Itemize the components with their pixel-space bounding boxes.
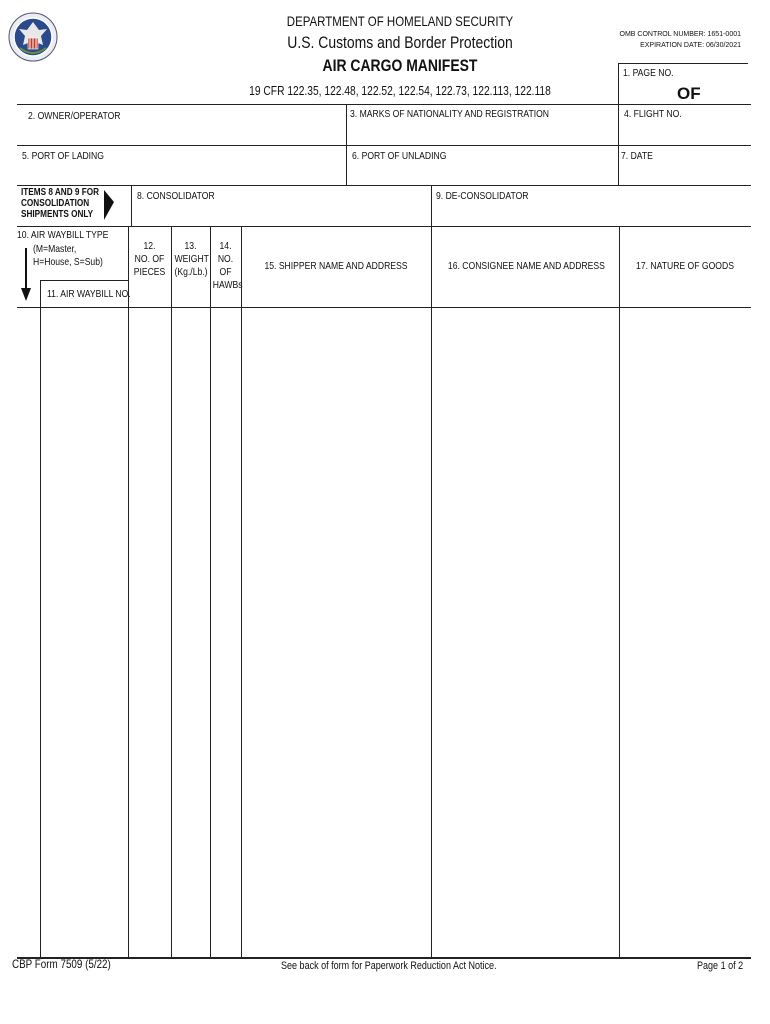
shipper-header: 15. SHIPPER NAME AND ADDRESS <box>264 260 408 272</box>
paperwork-notice: See back of form for Paperwork Reduction Act Notice. <box>281 960 497 972</box>
consignee-header: 16. CONSIGNEE NAME AND ADDRESS <box>447 260 605 272</box>
pieces-header <box>132 240 167 279</box>
page-no-label: 1. PAGE NO. <box>623 67 674 79</box>
date-label: 7. DATE <box>621 150 653 162</box>
form-title: AIR CARGO MANIFEST <box>322 56 478 75</box>
hawbs-header <box>212 240 243 292</box>
page-indicator: Page 1 of 2 <box>697 960 744 972</box>
pieces-number: 12. <box>143 240 156 252</box>
rule-column-header-bottom <box>17 307 751 308</box>
expiration-date: EXPIRATION DATE: 06/30/2021 <box>640 42 741 49</box>
divider-col-14-left <box>210 226 211 958</box>
agency-title: U.S. Customs and Border Protection <box>287 33 513 52</box>
form-id: CBP Form 7509 (5/22) <box>12 957 111 971</box>
hawbs-line1: NO. OF <box>217 253 234 278</box>
pieces-line1: NO. OF <box>134 253 165 265</box>
weight-line2: (Kg./Lb.) <box>174 266 208 278</box>
hawbs-line2: HAWBs <box>212 279 243 291</box>
consolidation-note: ITEMS 8 AND 9 FOR CONSOLIDATION SHIPMENTS ONLY <box>21 187 100 220</box>
divider-col-15-left <box>241 226 242 958</box>
rule-row-owner-top <box>17 104 751 105</box>
rule-row-port-top <box>17 145 751 146</box>
department-title: DEPARTMENT OF HOMELAND SECURITY <box>286 13 514 29</box>
rule-row-consolidation-top <box>17 185 751 186</box>
page-of-label: OF <box>677 84 701 103</box>
weight-line1: WEIGHT <box>174 253 209 265</box>
port-unlading-label: 6. PORT OF UNLADING <box>352 150 447 162</box>
divider-deconsolidator-left <box>431 185 432 958</box>
marks-nationality-label: 3. MARKS OF NATIONALITY AND REGISTRATION <box>350 108 550 120</box>
flight-no-label: 4. FLIGHT NO. <box>624 108 682 120</box>
pieces-line2: PIECES <box>133 266 166 278</box>
rule-waybill-no-top <box>40 280 128 281</box>
divider-owner-marks <box>346 104 347 185</box>
hawbs-number: 14. <box>219 240 232 252</box>
port-lading-label: 5. PORT OF LADING <box>22 150 104 162</box>
divider-consolidator-left <box>131 185 132 226</box>
waybill-type-title: 10. AIR WAYBILL TYPE <box>17 229 109 241</box>
divider-col-17-left <box>619 226 620 958</box>
divider-col-13-left <box>171 226 172 958</box>
owner-operator-label: 2. OWNER/OPERATOR <box>28 110 121 122</box>
page-box-left-rule <box>618 63 619 104</box>
weight-header <box>175 240 207 279</box>
waybill-type-description: (M=Master, H=House, S=Sub) <box>33 243 103 268</box>
consolidator-label: 8. CONSOLIDATOR <box>137 190 215 202</box>
nature-goods-header: 17. NATURE OF GOODS <box>636 260 734 272</box>
weight-number: 13. <box>184 240 197 252</box>
page-box-top-rule <box>618 63 748 64</box>
divider-marks-flight <box>618 104 619 185</box>
consolidation-arrow-icon <box>102 188 116 222</box>
omb-control-number: OMB CONTROL NUMBER: 1651-0001 <box>619 31 741 38</box>
deconsolidator-label: 9. DE-CONSOLIDATOR <box>436 190 529 202</box>
divider-col-12-left <box>128 226 129 958</box>
waybill-no-label: 11. AIR WAYBILL NO. <box>47 288 131 300</box>
divider-waybill-no-left <box>40 280 41 958</box>
regulations-line: 19 CFR 122.35, 122.48, 122.52, 122.54, 122.73, 122.113, 122.118 <box>249 84 551 98</box>
down-arrow-icon <box>19 248 33 302</box>
rule-body-bottom <box>17 957 751 959</box>
dhs-seal-icon <box>8 12 58 62</box>
